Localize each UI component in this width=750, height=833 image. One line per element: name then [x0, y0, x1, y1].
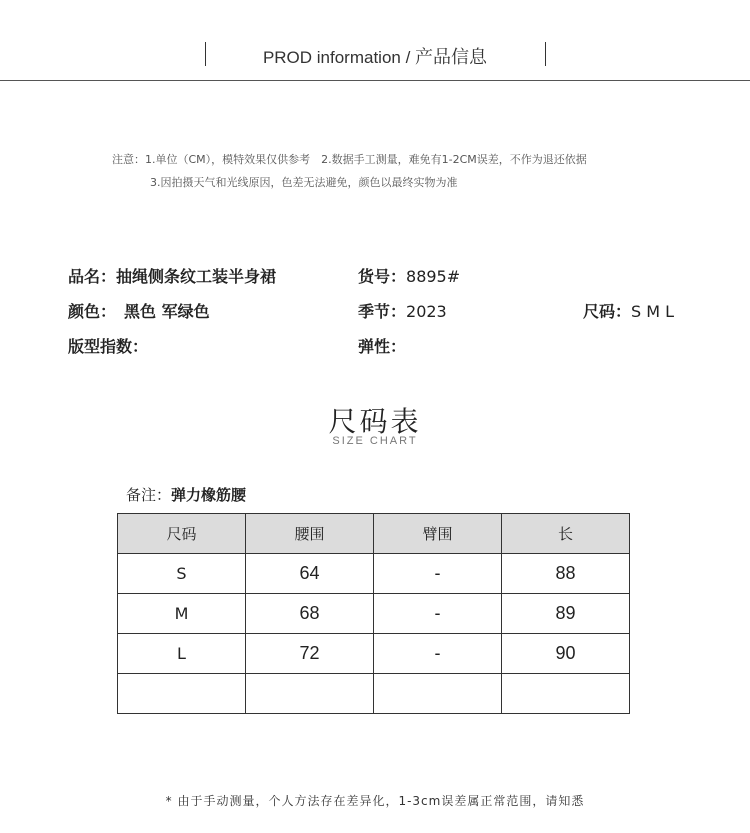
product-name-value: 抽绳侧条纹工装半身裙 — [116, 267, 277, 286]
remark-value: 弹力橡筋腰 — [171, 486, 247, 504]
product-name — [68, 264, 276, 287]
header-waist: 腰围 — [246, 514, 374, 554]
cell-length: 88 — [502, 554, 630, 594]
cell-size: L — [118, 634, 246, 674]
cell-waist — [246, 674, 374, 714]
cell-waist: 68 — [246, 594, 374, 634]
size-table — [117, 513, 630, 714]
table-row — [118, 634, 630, 674]
notes-line-2: 3.因拍摄天气和光线原因，色差无法避免，颜色以最终实物为准 — [150, 176, 458, 189]
size-chart-title: 尺码表 — [328, 405, 422, 438]
product-sku-value: 8895# — [406, 267, 461, 286]
cell-length — [502, 674, 630, 714]
product-size-value: S M L — [631, 302, 675, 321]
cell-length: 89 — [502, 594, 630, 634]
header-divider — [0, 80, 750, 81]
size-table-header-row — [118, 514, 630, 554]
product-fit: 版型指数： — [68, 337, 149, 356]
product-size — [583, 299, 674, 322]
notes-line-1: 注意：1.单位（CM），模特效果仅供参考 2.数据手工测量，难免有1-2CM误差，不作为退还依据 — [112, 153, 587, 166]
product-sku-label: 货号： — [358, 267, 407, 286]
product-size-label: 尺码： — [583, 302, 632, 321]
page-title-en: PROD information / — [262, 48, 416, 67]
product-sku — [358, 264, 460, 287]
cell-waist: 72 — [246, 634, 374, 674]
cell-size: M — [118, 594, 246, 634]
product-color-value: 黑色 军绿色 — [124, 302, 210, 321]
product-season — [358, 299, 447, 322]
cell-arm: - — [374, 594, 502, 634]
cell-size — [118, 674, 246, 714]
table-row — [118, 554, 630, 594]
cell-length: 90 — [502, 634, 630, 674]
product-season-value: 2023 — [406, 302, 447, 321]
product-color-label: 颜色： — [68, 302, 117, 321]
header-arm: 臂围 — [374, 514, 502, 554]
size-chart-remark — [126, 484, 246, 505]
cell-arm — [374, 674, 502, 714]
table-row — [118, 594, 630, 634]
product-name-label: 品名： — [68, 267, 117, 286]
header-length: 长 — [502, 514, 630, 554]
footer-note: * 由于手动测量，个人方法存在差异化，1-3cm误差属正常范围，请知悉 — [165, 794, 585, 808]
table-row — [118, 674, 630, 714]
cell-waist: 64 — [246, 554, 374, 594]
page-title — [0, 43, 750, 69]
header-size: 尺码 — [118, 514, 246, 554]
product-stretch: 弹性： — [358, 337, 407, 356]
cell-arm: - — [374, 554, 502, 594]
page-title-cn: 产品信息 — [415, 47, 488, 68]
remark-label: 备注： — [126, 486, 172, 504]
product-color — [68, 299, 210, 322]
size-chart-subtitle: SIZE CHART — [332, 435, 418, 447]
cell-arm: - — [374, 634, 502, 674]
cell-size: S — [118, 554, 246, 594]
product-season-label: 季节： — [358, 302, 407, 321]
